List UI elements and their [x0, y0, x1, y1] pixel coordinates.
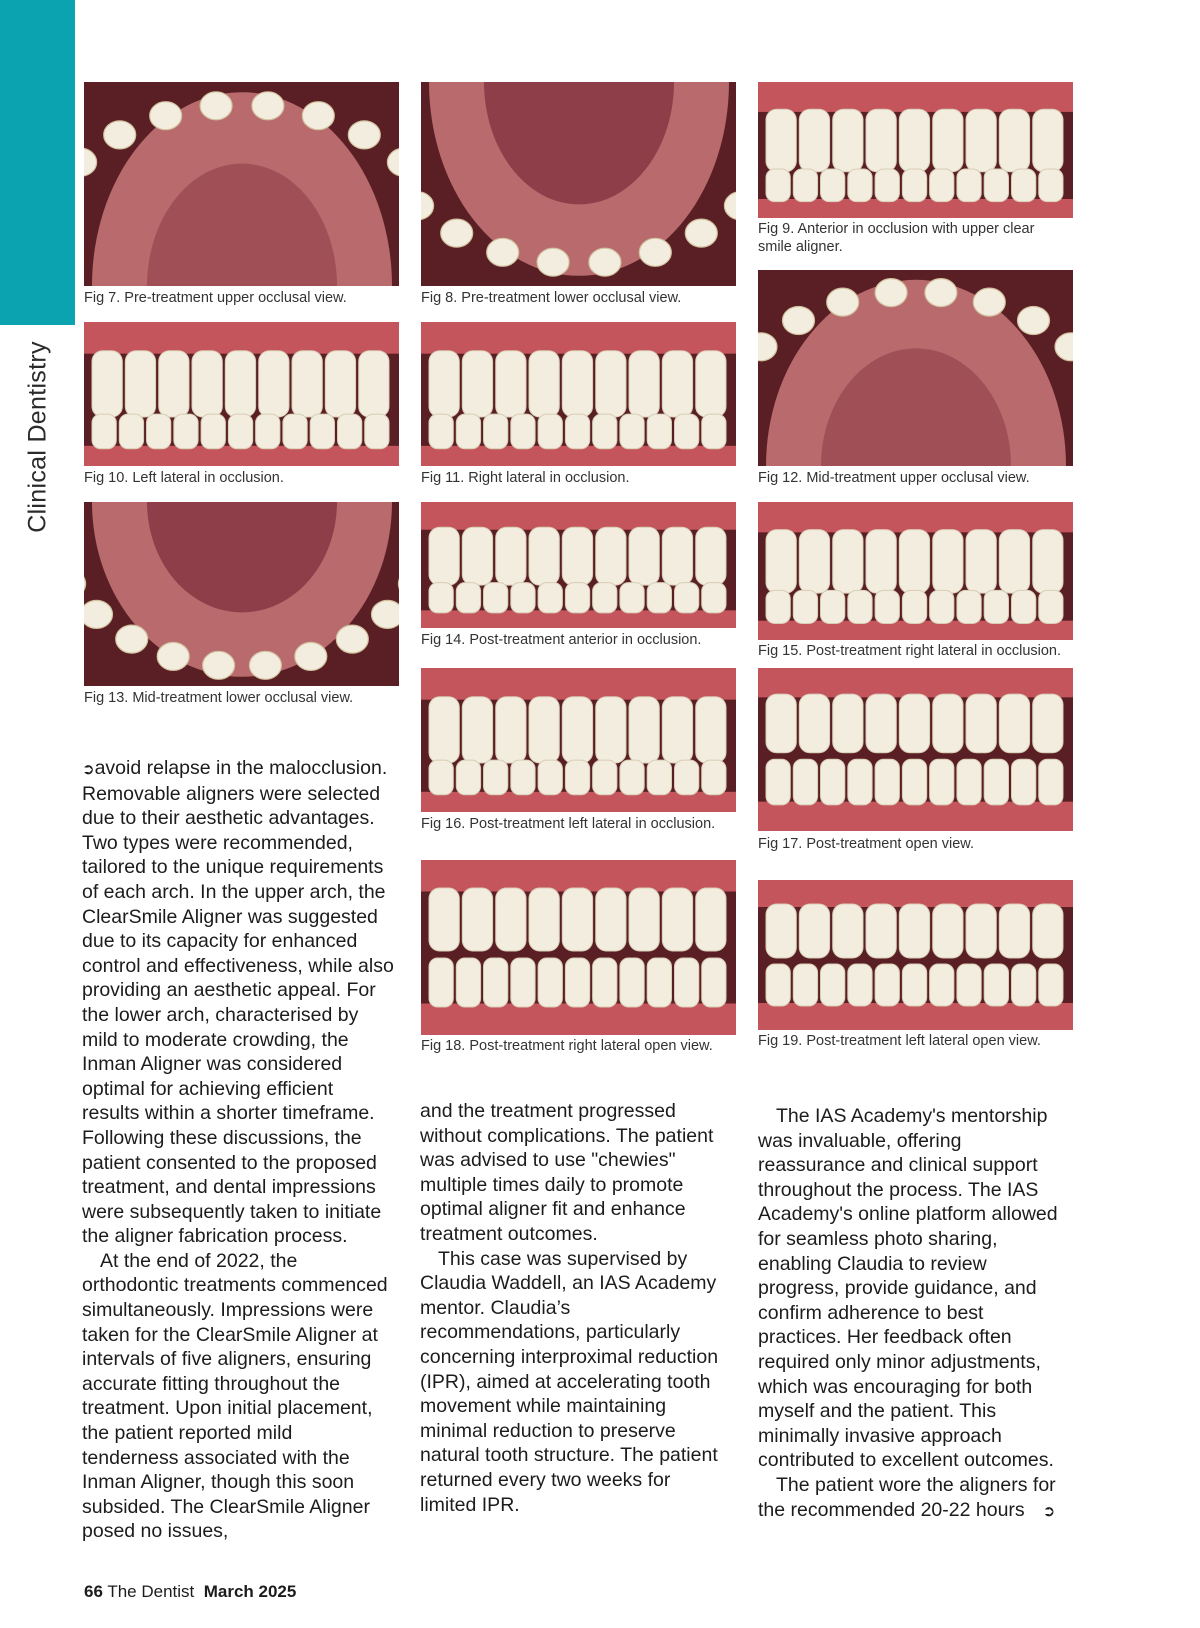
right-paragraph-2-text: The patient wore the aligners for the recommended 20-22 hours	[758, 1473, 1056, 1521]
fig11-caption: Fig 11. Right lateral in occlusion.	[421, 470, 630, 486]
fig18-caption: Fig 18. Post-treatment right lateral open view.	[421, 1038, 713, 1054]
fig16-photo	[421, 668, 736, 812]
fig16-caption: Fig 16. Post-treatment left lateral in occlusion.	[421, 816, 716, 832]
left-paragraph-2: At the end of 2022, the orthodontic treatments commenced simultaneously. Impressions were taken for the ClearSmile Aligner at intervals of five aligners, ensuring accurate fitting throughout the treatment. Upon initial placement, the patient reported mild tenderness associated with the Inman Aligner, though this soon subsided. The ClearSmile Aligner posed no issues,	[82, 1249, 388, 1543]
continued-to-arrow-icon: ➲	[1042, 1501, 1056, 1520]
fig13-photo	[84, 502, 399, 686]
section-color-bar	[0, 0, 75, 325]
fig19-caption: Fig 19. Post-treatment left lateral open view.	[758, 1033, 1041, 1049]
left-paragraph-1-text: avoid relapse in the malocclusion. Removable aligners were selected due to their aesthetic advantages. Two types were recommended, tailored to the unique requirements of each arch. In the upper arch, the ClearSmile Aligner was suggested due to its capacity for enhanced control and effectiveness, while also providing an aesthetic appeal. For the lower arch, characterised by mild to moderate crowding, the Inman Aligner was considered optimal for achieving efficient results within a shorter timeframe. Following these discussions, the patient consented to the proposed treatment, and dental impressions were subsequently taken to initiate the aligner fabrication process.	[82, 757, 394, 1248]
fig12-photo	[758, 270, 1073, 466]
section-label: Clinical Dentistry	[23, 341, 52, 533]
continued-from-arrow-icon: ➲	[82, 760, 95, 778]
fig14-photo	[421, 502, 736, 628]
fig8-photo	[421, 82, 736, 286]
fig10-caption: Fig 10. Left lateral in occlusion.	[84, 470, 284, 486]
right-paragraph-1: The IAS Academy's mentorship was invaluable, offering reassurance and clinical support throughout the process. The IAS Academy's online platform allowed for seamless photo sharing, enabling Claudia to review progress, provide guidance, and confirm adherence to best practices. Her feedback often required only minor adjustments, which was encouraging for both myself and the patient. This minimally invasive approach contributed to excellent outcomes.	[758, 1105, 1058, 1472]
fig18-photo	[421, 860, 736, 1035]
fig15-caption: Fig 15. Post-treatment right lateral in occlusion.	[758, 643, 1062, 659]
issue-date: March 2025	[203, 1582, 297, 1601]
body-column-left	[82, 756, 394, 1544]
fig17-caption: Fig 17. Post-treatment open view.	[758, 836, 974, 852]
fig14-caption: Fig 14. Post-treatment anterior in occlusion.	[421, 632, 702, 648]
publication-name: The Dentist	[107, 1582, 195, 1601]
middle-paragraph-2: This case was supervised by Claudia Waddell, an IAS Academy mentor. Claudia’s recommendations, particularly concerning interproximal reduction (IPR), aimed at accelerating tooth movement while maintaining minimal reduction to preserve natural tooth structure. The patient returned every two weeks for limited IPR.	[420, 1247, 719, 1516]
body-column-middle	[420, 1099, 732, 1517]
fig15-photo	[758, 502, 1073, 640]
fig10-photo	[84, 322, 399, 466]
fig7-caption: Fig 7. Pre-treatment upper occlusal view.	[84, 290, 347, 306]
fig8-caption: Fig 8. Pre-treatment lower occlusal view.	[421, 290, 682, 306]
middle-paragraph-1: and the treatment progressed without complications. The patient was advised to use "chewies" multiple times daily to promote optimal aligner fit and enhance treatment outcomes.	[420, 1100, 714, 1245]
fig9-photo	[758, 82, 1073, 218]
fig12-caption: Fig 12. Mid-treatment upper occlusal view.	[758, 470, 1030, 486]
fig19-photo	[758, 880, 1073, 1030]
fig7-photo	[84, 82, 399, 286]
body-column-right	[758, 1104, 1070, 1523]
page-number: 66	[84, 1582, 103, 1601]
left-paragraph-1	[82, 756, 394, 1249]
fig17-photo	[758, 668, 1073, 831]
right-paragraph-2	[758, 1473, 1070, 1523]
page-footer	[84, 1582, 296, 1602]
fig11-photo	[421, 322, 736, 466]
fig9-caption: Fig 9. Anterior in occlusion with upper clear smile aligner.	[758, 221, 1035, 255]
fig13-caption: Fig 13. Mid-treatment lower occlusal view.	[84, 690, 354, 706]
